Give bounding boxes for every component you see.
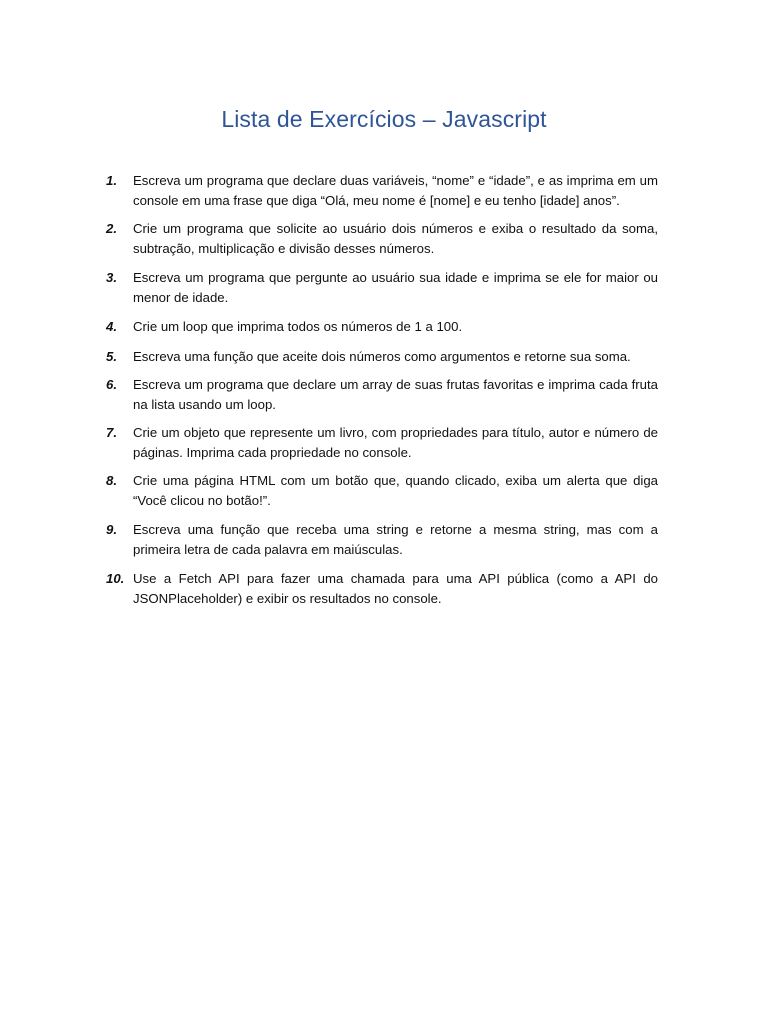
exercise-text: Use a Fetch API para fazer uma chamada para uma API pública (como a API do JSONPlaceholder) e exibir os resultados no console.: [133, 571, 658, 606]
list-item: [106, 423, 658, 462]
list-item: [106, 471, 658, 510]
exercise-text: Escreva um programa que declare duas variáveis, “nome” e “idade”, e as imprima em um console em uma frase que diga “Olá, meu nome é [nome] e eu tenho [idade] anos”.: [133, 173, 658, 208]
exercise-number: 4.: [106, 319, 117, 334]
list-item: [106, 375, 658, 414]
exercise-text: Escreva um programa que pergunte ao usuário sua idade e imprima se ele for maior ou menor de idade.: [133, 270, 658, 305]
exercise-number: 10.: [106, 571, 125, 586]
exercise-text: Escreva uma função que receba uma string e retorne a mesma string, mas com a primeira letra de cada palavra em maiúsculas.: [133, 522, 658, 557]
exercise-number: 8.: [106, 473, 117, 488]
exercise-number: 5.: [106, 348, 117, 364]
list-item: [106, 520, 658, 559]
list-item: [106, 347, 658, 367]
list-item: [106, 219, 658, 258]
list-item: [106, 268, 658, 307]
list-item: [106, 317, 658, 337]
exercise-text: Escreva um programa que declare um array de suas frutas favoritas e imprima cada fruta na lista usando um loop.: [133, 377, 658, 412]
exercise-text: Escreva uma função que aceite dois números como argumentos e retorne sua soma.: [133, 348, 631, 364]
list-item: [106, 171, 658, 210]
exercise-number: 1.: [106, 173, 117, 188]
exercise-text: Crie um programa que solicite ao usuário dois números e exiba o resultado da soma, subtração, multiplicação e divisão desses números.: [133, 221, 658, 256]
exercise-number: 7.: [106, 425, 117, 440]
exercise-text: Crie um objeto que represente um livro, com propriedades para título, autor e número de páginas. Imprima cada propriedade no console.: [133, 425, 658, 460]
exercise-text: Crie uma página HTML com um botão que, quando clicado, exiba um alerta que diga “Você clicou no botão!”.: [133, 473, 658, 508]
exercise-number: 9.: [106, 522, 117, 537]
exercise-number: 3.: [106, 270, 117, 285]
exercise-number: 2.: [106, 221, 117, 236]
exercise-list: [106, 171, 658, 608]
exercise-text: Crie um loop que imprima todos os números de 1 a 100.: [133, 319, 463, 334]
exercise-number: 6.: [106, 377, 117, 392]
list-item: [106, 569, 658, 608]
page-title: Lista de Exercícios – Javascript: [221, 106, 547, 132]
